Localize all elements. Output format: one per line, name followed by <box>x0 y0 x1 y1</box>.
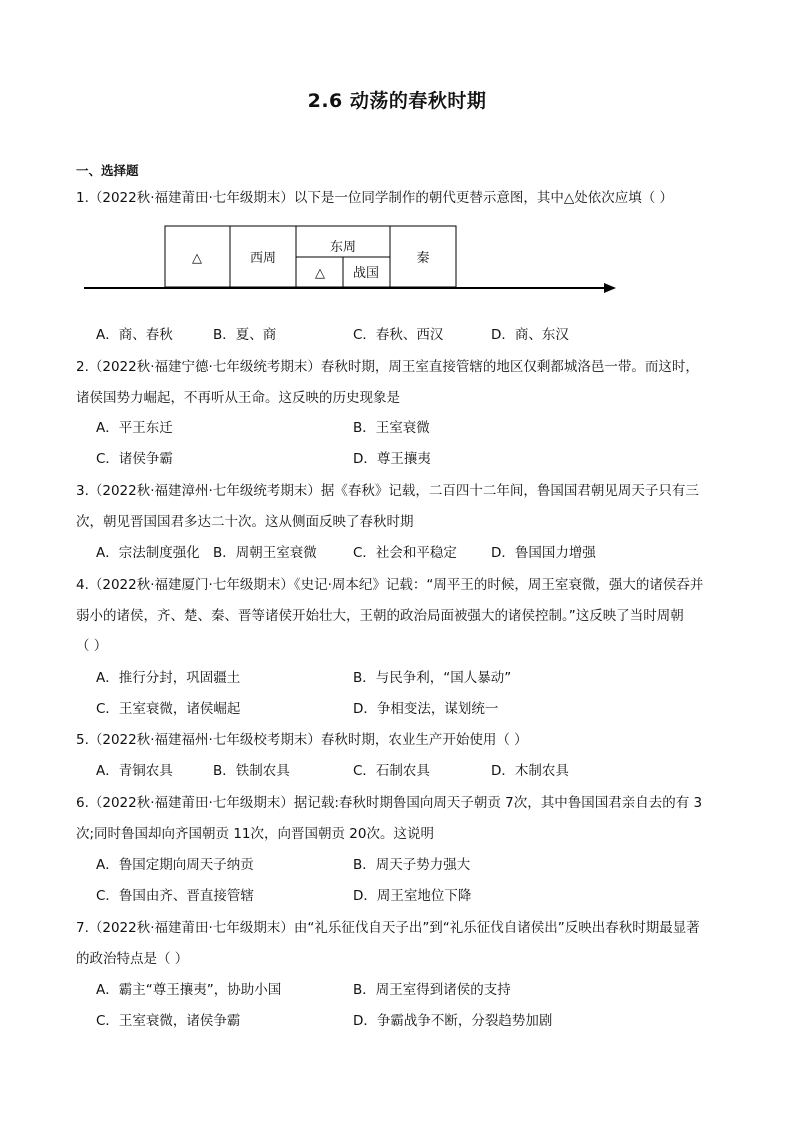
diagram-cell-western-zhou: 西周 <box>249 251 277 266</box>
question-3-line-2: 次，朝见晋国国君多达二十次。这从侧面反映了春秋时期 <box>76 514 414 530</box>
question-2-line-1: 2.（2022秋·福建宁德·七年级统考期末）春秋时期，周王室直接管辖的地区仅剩都城洛邑一带。而这时， <box>76 359 699 375</box>
diagram-subcell-warring-states: 战国 <box>352 266 380 281</box>
q3-option-c: C．社会和平稳定 <box>353 545 457 561</box>
q2-option-c: C．诸侯争霸 <box>96 451 173 467</box>
question-6-line-1: 6.（2022秋·福建莆田·七年级期末）据记载:春秋时期鲁国向周天子朝贡 7次，其中鲁国国君亲自去的有 3 <box>76 795 703 811</box>
timeline-arrowhead <box>604 283 616 293</box>
question-1-text: 1.（2022秋·福建莆田·七年级期末）以下是一位同学制作的朝代更替示意图，其中△处依次应填（ ） <box>76 190 673 206</box>
q5-option-c: C．石制农具 <box>353 763 430 779</box>
q1-option-d: D．商、东汉 <box>491 327 569 343</box>
diagram-cell-triangle-1: △ <box>192 251 202 266</box>
question-7-line-2: 的政治特点是（ ） <box>76 951 189 967</box>
q4-option-b: B．与民争利，“国人暴动” <box>353 670 512 686</box>
diagram-cell-qin: 秦 <box>416 251 430 266</box>
q2-option-d: D．尊王攘夷 <box>353 451 431 467</box>
q2-option-a: A．平王东迁 <box>96 420 173 436</box>
q7-option-d: D．争霸战争不断，分裂趋势加剧 <box>353 1013 553 1029</box>
q4-option-a: A．推行分封，巩固疆土 <box>96 670 241 686</box>
q3-option-b: B．周朝王室衰微 <box>213 545 317 561</box>
question-4-line-2: 弱小的诸侯，齐、楚、秦、晋等诸侯开始壮大，王朝的政治局面被强大的诸侯控制。”这反映了当时周朝 <box>76 608 684 624</box>
q4-option-d: D．争相变法，谋划统一 <box>353 701 499 717</box>
diagram-cell-eastern-zhou: 东周 <box>329 240 357 255</box>
question-6-line-2: 次;同时鲁国却向齐国朝贡 11次，向晋国朝贡 20次。这说明 <box>76 826 434 842</box>
dynasty-timeline-diagram <box>80 224 640 304</box>
question-3-line-1: 3.（2022秋·福建漳州·七年级统考期末）据《春秋》记载，二百四十二年间，鲁国国君朝见周天子只有三 <box>76 483 699 499</box>
q5-option-d: D．木制农具 <box>491 763 569 779</box>
question-4-line-3: （ ） <box>76 638 108 654</box>
q7-option-b: B．周王室得到诸侯的支持 <box>353 982 511 998</box>
q6-option-b: B．周天子势力强大 <box>353 857 471 873</box>
q3-option-a: A．宗法制度强化 <box>96 545 200 561</box>
question-5-text: 5.（2022秋·福建福州·七年级校考期末）春秋时期，农业生产开始使用（ ） <box>76 732 528 748</box>
q6-option-c: C．鲁国由齐、晋直接管辖 <box>96 888 254 904</box>
q5-option-b: B．铁制农具 <box>213 763 290 779</box>
q1-option-b: B．夏、商 <box>213 327 277 343</box>
q7-option-c: C．王室衰微，诸侯争霸 <box>96 1013 241 1029</box>
page-title: 2.6 动荡的春秋时期 <box>307 90 487 112</box>
section-heading: 一、选择题 <box>76 163 139 178</box>
q3-option-d: D．鲁国国力增强 <box>491 545 596 561</box>
q6-option-d: D．周王室地位下降 <box>353 888 472 904</box>
q5-option-a: A．青铜农具 <box>96 763 173 779</box>
q1-option-c: C．春秋、西汉 <box>353 327 444 343</box>
q1-option-a: A．商、春秋 <box>96 327 173 343</box>
q7-option-a: A．霸主“尊王攘夷”，协助小国 <box>96 982 282 998</box>
q2-option-b: B．王室衰微 <box>353 420 430 436</box>
question-2-line-2: 诸侯国势力崛起，不再听从王命。这反映的历史现象是 <box>76 390 400 406</box>
question-4-line-1: 4.（2022秋·福建厦门·七年级期末）《史记·周本纪》记载：“周平王的时候，周王室衰微，强大的诸侯吞并 <box>76 577 704 593</box>
q4-option-c: C．王室衰微，诸侯崛起 <box>96 701 241 717</box>
question-7-line-1: 7.（2022秋·福建莆田·七年级期末）由“礼乐征伐自天子出”到“礼乐征伐自诸侯出”反映出春秋时期最显著 <box>76 920 700 936</box>
diagram-subcell-triangle-2: △ <box>315 266 325 281</box>
q6-option-a: A．鲁国定期向周天子纳贡 <box>96 857 254 873</box>
